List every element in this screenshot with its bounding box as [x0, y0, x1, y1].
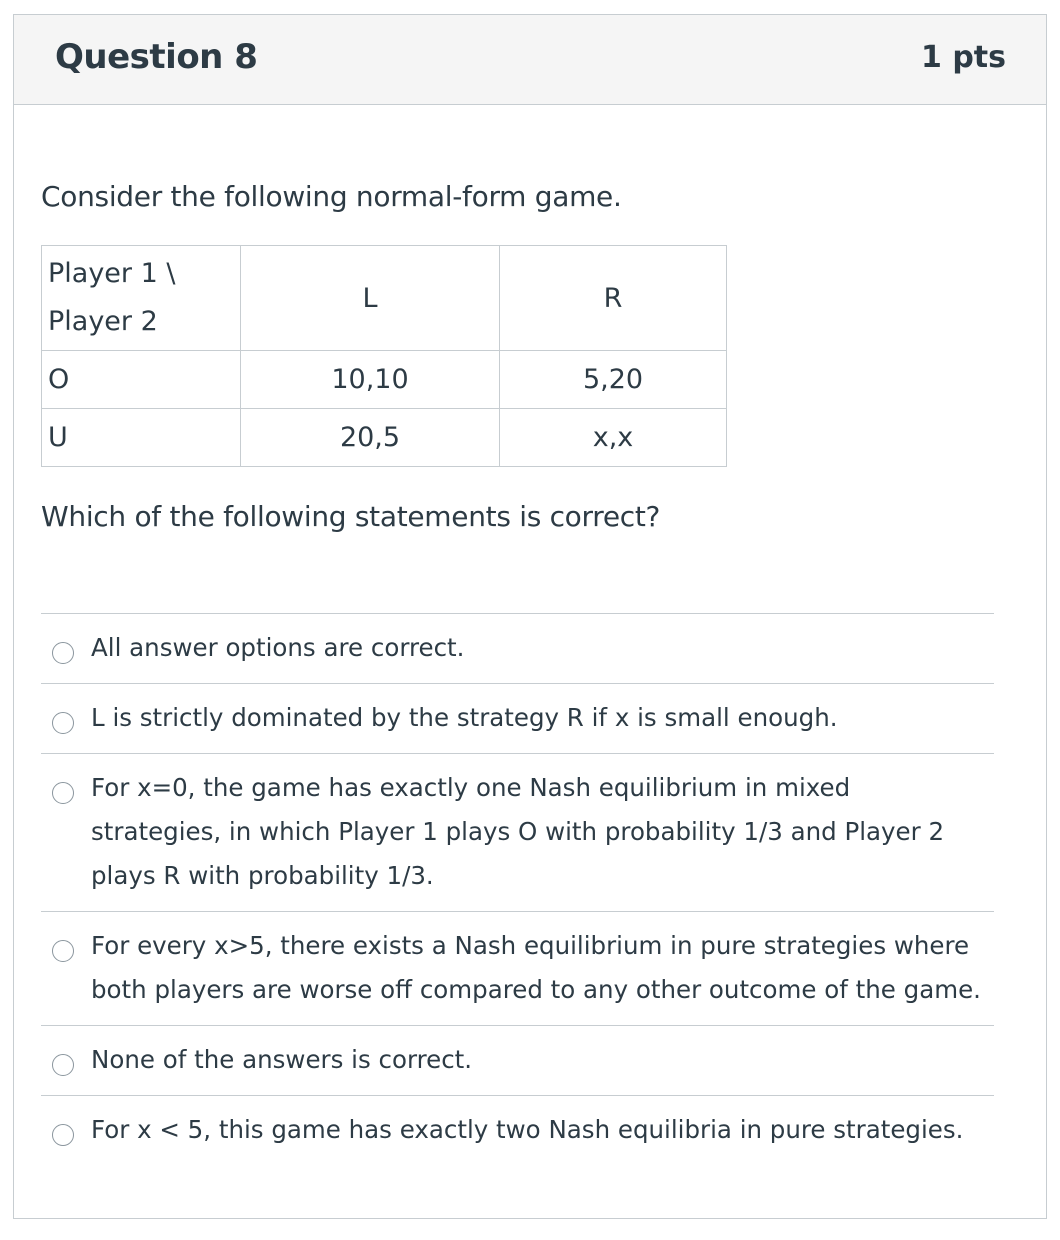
payoff-cell: 5,20: [500, 351, 727, 409]
column-header-r: R: [500, 246, 727, 351]
question-text: Which of the following statements is correct?: [41, 500, 661, 533]
radio-button[interactable]: [52, 1054, 74, 1076]
payoff-cell: 10,10: [241, 351, 500, 409]
payoff-cell: 20,5: [241, 409, 500, 467]
table-row: [42, 351, 727, 409]
radio-button[interactable]: [52, 782, 74, 804]
answer-option[interactable]: [41, 753, 994, 911]
answer-text: All answer options are correct.: [91, 633, 465, 662]
question-header: [14, 15, 1046, 105]
answer-option[interactable]: [41, 683, 994, 753]
radio-button[interactable]: [52, 940, 74, 962]
radio-button[interactable]: [52, 642, 74, 664]
answer-text: For every x>5, there exists a Nash equilibrium in pure strategies where both players are worse off compared to any other outcome of the game.: [91, 931, 981, 1004]
radio-button[interactable]: [52, 1124, 74, 1146]
corner-label-line2: Player 2: [48, 306, 158, 337]
question-prompt: Consider the following normal-form game.: [41, 180, 622, 213]
question-points: 1 pts: [921, 40, 1006, 75]
answer-option[interactable]: [41, 1025, 994, 1095]
payoff-cell: x,x: [500, 409, 727, 467]
column-header-l: L: [241, 246, 500, 351]
question-title: Question 8: [55, 37, 258, 77]
answer-text: None of the answers is correct.: [91, 1045, 473, 1074]
answer-text: L is strictly dominated by the strategy R if x is small enough.: [91, 703, 838, 732]
answer-text: For x=0, the game has exactly one Nash equilibrium in mixed strategies, in which Player 1 plays O with probability 1/3 and Player 2 plays R with probability 1/3.: [91, 773, 945, 890]
answer-option[interactable]: [41, 1095, 994, 1165]
answer-option[interactable]: [41, 911, 994, 1025]
radio-button[interactable]: [52, 712, 74, 734]
payoff-table: [41, 245, 727, 467]
answer-text: For x < 5, this game has exactly two Nash equilibria in pure strategies.: [91, 1115, 964, 1144]
table-corner-cell: [42, 246, 241, 351]
row-label: U: [42, 409, 241, 467]
table-header-row: [42, 246, 727, 351]
corner-label-line1: Player 1 \: [48, 258, 176, 289]
row-label: O: [42, 351, 241, 409]
table-row: [42, 409, 727, 467]
answer-list: [41, 613, 994, 1165]
answer-option[interactable]: [41, 613, 994, 683]
